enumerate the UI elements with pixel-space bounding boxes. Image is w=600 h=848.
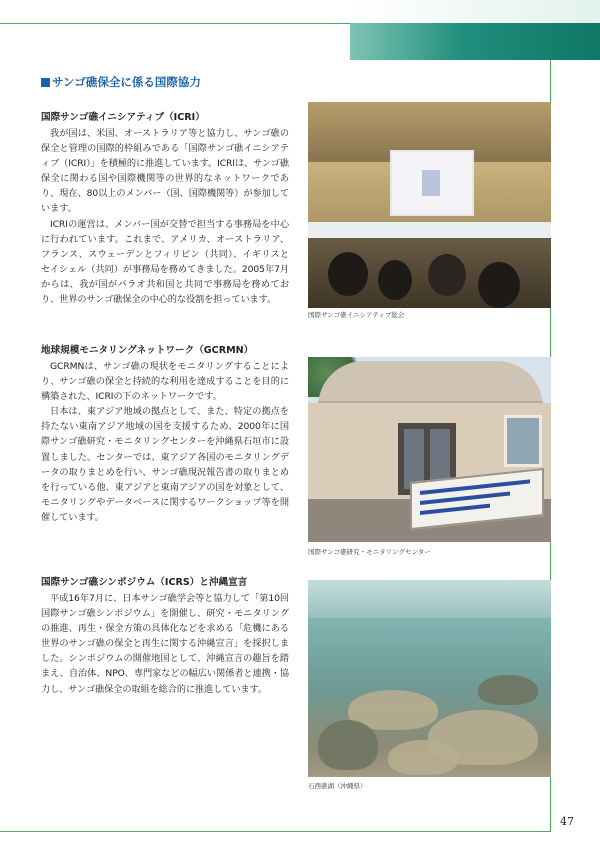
gcrmn-paragraph-1: GCRMNは、サンゴ礁の現状をモニタリングすることにより、サンゴ礁の保全と持続的な利用を達成することを目的に構築された、ICRIの下のネットワークです。 (41, 361, 289, 403)
icri-heading: 国際サンゴ礁イニシアティブ（ICRI） (41, 112, 205, 123)
gcrmn-block (41, 343, 289, 525)
icri-paragraph-2: ICRIの運営は、メンバー国が交替で担当する事務局を中心に行われています。これまで、アメリカ、オーストラリア、フランス、スウェーデンとフィリピン（共同）、イギリスとセイシェル（共同）が事務局を務めてきました。2005年7月からは、我が国がパラオ共和国と共同で事務局を務めており、世界のサンゴ礁保全の中心的な役割を担っています。 (41, 218, 289, 306)
square-bullet-icon (41, 78, 50, 87)
coral-reef-caption: 石西礁湖（沖縄県） (308, 782, 367, 790)
gcrmn-paragraph-2: 日本は、東アジア地域の拠点として、また、特定の拠点を持たない東南アジア地域の国を支援するため、2000年に国際サンゴ礁研究・モニタリングセンターを沖縄県石垣市に設置しました。センターでは、東アジア各国のモニタリングデータの取りまとめを行い、サンゴ礁現況報告書の取りまとめを行っている他、東アジアと東南アジアの国を対象として、モニタリングやデータベースに関するワークショップ等を開催しています。 (41, 406, 289, 523)
monitoring-center-photo (308, 357, 551, 542)
icri-paragraph-1: 我が国は、米国、オーストラリア等と協力し、サンゴ礁の保全と管理の国際的枠組みである「国際サンゴ礁イニシアティブ（ICRI）」を積極的に推進しています。ICRIは、サンゴ礁保全に関わる国や国際機関等の世界的なネットワークであり、現在、80以上のメンバー（国、国際機関等）が参加しています。 (41, 128, 289, 215)
monitoring-center-caption: 国際サンゴ礁研究・モニタリングセンター (308, 548, 431, 556)
footer-rule (0, 831, 550, 832)
icrs-paragraph-1: 平成16年7月に、日本サンゴ礁学会等と協力して「第10回国際サンゴ礁シンポジウム」を開催し、研究・モニタリングの推進、再生・保全方策の具体化などを求める「危機にある世界のサンゴ礁の保全と再生に関する沖縄宣言」を採択しました。シンポジウムの開催地国として、沖縄宣言の趣旨を踏まえ、自治体、NPO、専門家などの幅広い関係者と連携・協力し、サンゴ礁保全の取組を総合的に推進しています。 (41, 593, 289, 695)
gcrmn-heading: 地球規模モニタリングネットワーク（GCRMN） (41, 345, 254, 356)
icrs-heading: 国際サンゴ礁シンポジウム（ICRS）と沖縄宣言 (41, 577, 248, 588)
coral-reef-photo (308, 580, 551, 777)
icrs-block (41, 575, 289, 697)
page-number: 47 (560, 815, 574, 828)
icri-block (41, 110, 289, 307)
conference-caption: 国際サンゴ礁イニシアティブ総会 (308, 311, 405, 319)
section-title: サンゴ礁保全に係る国際協力 (41, 74, 201, 90)
conference-photo (308, 102, 551, 308)
header-gradient-bar (350, 0, 600, 60)
